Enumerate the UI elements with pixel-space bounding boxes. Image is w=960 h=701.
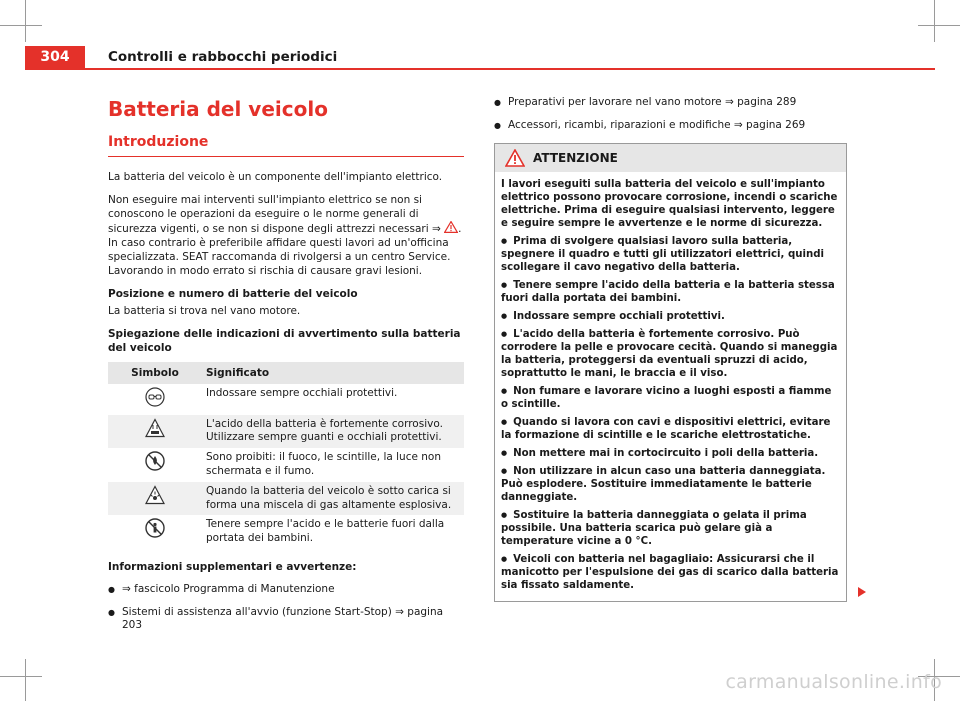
list-item: ● Accessori, ricambi, riparazioni e modifiche ⇒ pagina 269: [494, 119, 847, 133]
safety-paragraph: [108, 194, 464, 279]
table-cell-meaning: L'acido della batteria è fortemente corrosivo. Utilizzare sempre guanti e occhiali protettivi.: [202, 415, 464, 449]
warning-bullet: ● Prima di svolgere qualsiasi lavoro sulla batteria, spegnere il quadro e tutti gli utilizzatori elettrici, quindi scollegare il cavo negativo della batteria.: [501, 235, 825, 273]
table-cell-meaning: Indossare sempre occhiali protettivi.: [206, 386, 398, 399]
table-cell-meaning: Tenere sempre l'acido e le batterie fuori dalla portata dei bambini.: [206, 518, 445, 545]
crop-mark: [0, 676, 42, 677]
section-subtitle: Introduzione: [108, 134, 209, 150]
safety-text-a: Non eseguire mai interventi sull'impianto elettrico se non si conoscono le operazioni da eseguire o le norme generali di sicurezza vigenti, o se non si dispone degli attrezzi necessari ⇒: [108, 193, 445, 236]
position-heading: Posizione e numero di batterie del veicolo: [108, 287, 358, 300]
section-title: Controlli e rabbocchi periodici: [108, 49, 338, 65]
table-cell-meaning: Sono proibiti: il fuoco, le scintille, la luce non schermata e il fumo.: [206, 451, 442, 477]
crop-mark: [934, 0, 935, 42]
warning-bullet: ● L'acido della batteria è fortemente corrosivo. Può corrodere la pelle e provocare cecità. Quando si maneggia la batteria, proteggersi da eventuali spruzzi di acido, soprattutto le mani, le braccia e il viso.: [501, 328, 838, 379]
warning-bullet: ● Non utilizzare in alcun caso una batteria danneggiata. Può esplodere. Sostituire immediatamente le batterie danneggiate.: [501, 465, 826, 503]
warning-bullet: ● Veicoli con batteria nel bagagliaio: Assicurarsi che il manicotto per l'espulsione dei gas di scarico dalla batteria sia fissato saldamente.: [501, 553, 839, 591]
warning-title: ATTENZIONE: [533, 150, 618, 165]
info-heading: Informazioni supplementari e avvertenze:: [108, 560, 357, 573]
crop-mark: [0, 25, 42, 26]
warning-body: [495, 172, 846, 601]
table-heading: Spiegazione delle indicazioni di avvertimento sulla batteria del veicolo: [108, 328, 461, 354]
crop-mark: [918, 25, 960, 26]
table-row: [108, 482, 464, 516]
safety-text-b: . In caso contrario è preferibile affidare questi lavori ad un'officina specializzata. SEAT raccomanda di rivolgersi a un centro Service. Lavorando in modo errato si rischia di causare gravi lesioni.: [108, 223, 462, 277]
no-fire-icon: [145, 451, 165, 471]
table-cell-meaning: Quando la batteria del veicolo è sotto carica si forma una miscela di gas altamente esplosiva.: [202, 482, 464, 516]
warning-intro: I lavori eseguiti sulla batteria del veicolo e sull'impianto elettrico possono provocare corrosione, incendi o scariche elettriche. Prima di eseguire qualsiasi intervento, leggere e seguire sempre le avvertenze e le norme di sicurezza.: [501, 178, 838, 229]
position-text: La batteria si trova nel vano motore.: [108, 305, 301, 318]
column-header-meaning: Significato: [202, 362, 464, 384]
warning-bullet: ● Quando si lavora con cavi e dispositivi elettrici, evitare la formazione di scintille e le scariche elettrostatiche.: [501, 416, 831, 441]
page-number: 304: [25, 46, 85, 68]
table-row: [108, 448, 464, 482]
left-column: [108, 96, 464, 642]
table-row: [108, 384, 464, 415]
warning-bullet: ● Sostituire la batteria danneggiata o gelata il prima possibile. Una batteria scarica può gelare già a temperature vicine a 0 °C.: [501, 509, 807, 547]
crop-mark: [25, 0, 26, 42]
page-title: Batteria del veicolo: [108, 97, 328, 121]
keep-away-children-icon: [145, 518, 165, 538]
column-header-symbol: Simbolo: [108, 362, 202, 384]
intro-paragraph: La batteria del veicolo è un componente dell'impianto elettrico.: [108, 171, 443, 183]
continue-arrow-icon: [858, 587, 866, 597]
table-header-row: [108, 362, 464, 384]
list-item: ● ⇒ fascicolo Programma di Manutenzione: [108, 583, 464, 597]
warning-bullet: ● Indossare sempre occhiali protettivi.: [501, 310, 725, 322]
goggles-icon: [145, 387, 165, 407]
crop-mark: [25, 659, 26, 701]
info-list: [108, 583, 464, 633]
list-item: ● Preparativi per lavorare nel vano motore ⇒ pagina 289: [494, 96, 847, 110]
watermark: carmanualsonline.info: [725, 671, 942, 693]
warning-bullet: ● Non mettere mai in cortocircuito i poli della batteria.: [501, 447, 819, 459]
explosive-gas-icon: [145, 485, 165, 505]
warning-bullet: ● Non fumare e lavorare vicino a luoghi esposti a fiamme o scintille.: [501, 385, 832, 410]
acid-corrosive-icon: [145, 418, 165, 438]
right-column: [494, 96, 847, 602]
warning-header: [495, 144, 846, 172]
list-item: ● Sistemi di assistenza all'avvio (funzione Start-Stop) ⇒ pagina 203: [108, 606, 464, 634]
warning-triangle-icon: [505, 149, 525, 167]
warning-triangle-icon: [444, 221, 458, 233]
header-rule: [25, 68, 935, 70]
warning-box: [494, 143, 847, 602]
warning-bullet: ● Tenere sempre l'acido della batteria e la batteria stessa fuori dalla portata dei bambini.: [501, 279, 835, 304]
subtitle-rule: [108, 156, 464, 157]
table-row: [108, 415, 464, 449]
warning-symbols-table: [108, 362, 464, 549]
reference-list: [494, 96, 847, 133]
table-row: [108, 515, 464, 549]
